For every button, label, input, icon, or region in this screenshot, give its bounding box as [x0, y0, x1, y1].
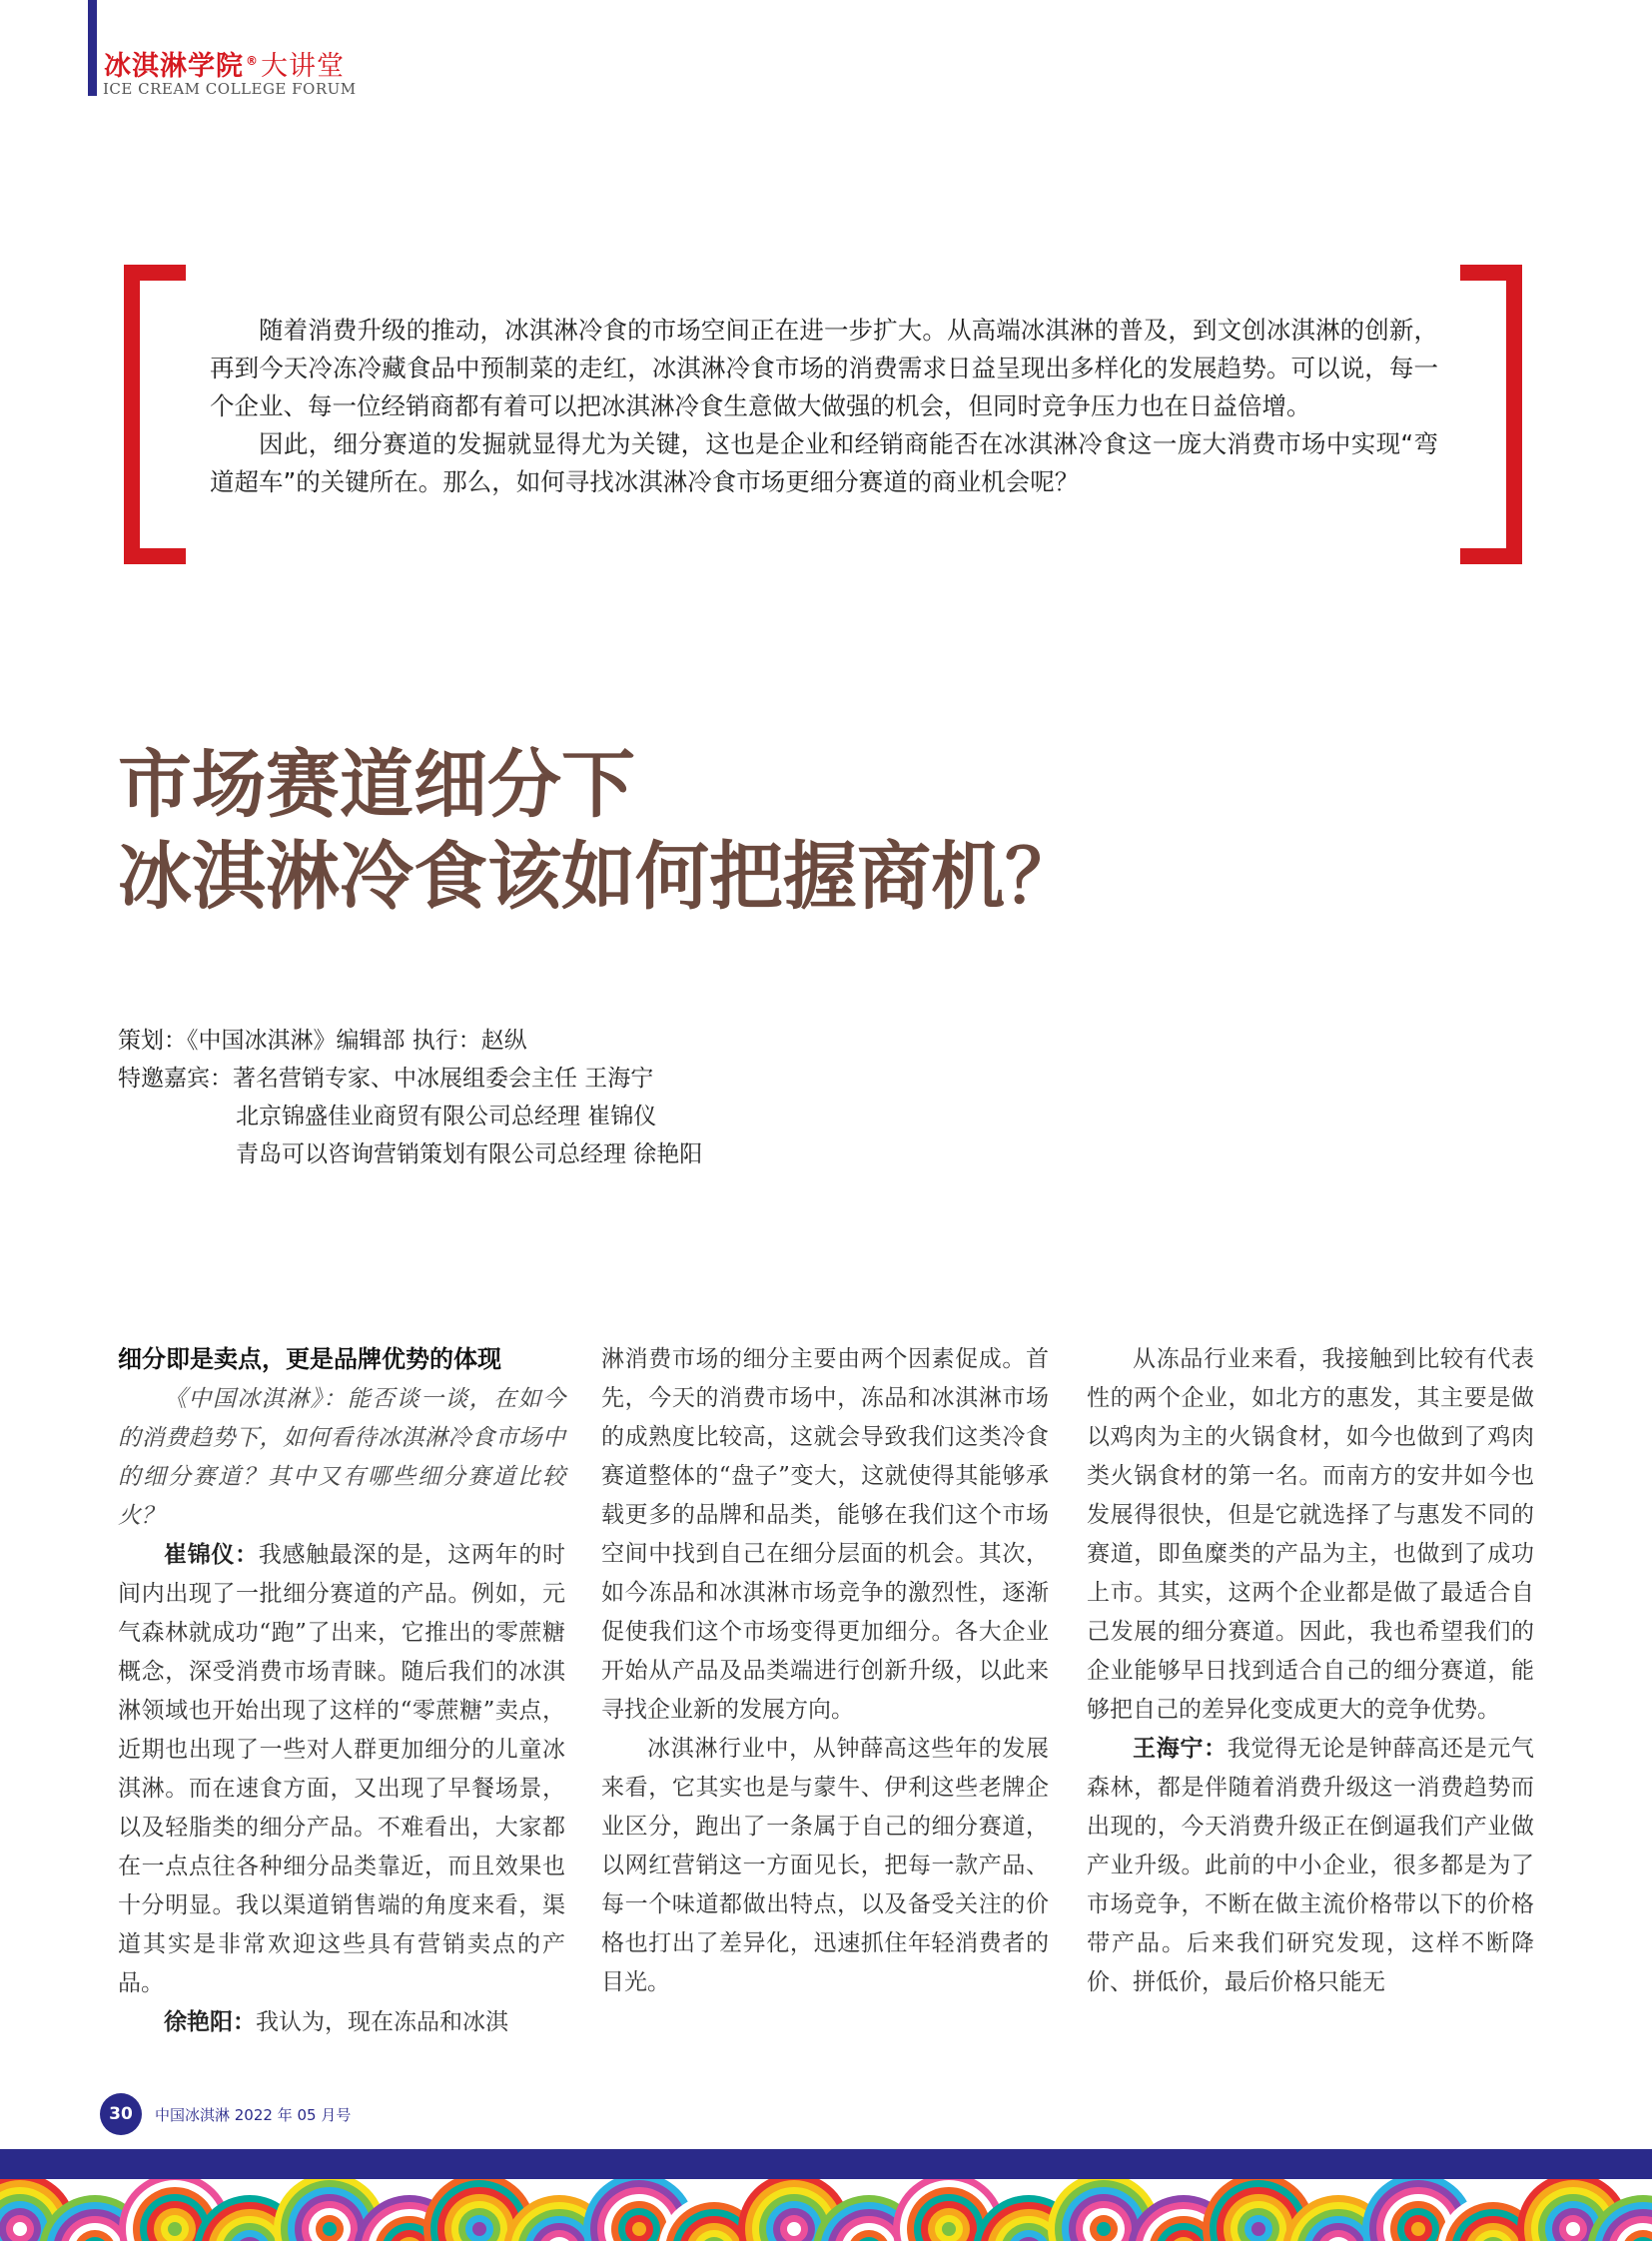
- answer-text: 我觉得无论是钟薛高还是元气森林，都是伴随着消费升级这一消费趋势而出现的，今天消费升级正在倒逼我们产业做产业升级。此前的中小企业，很多都是为了市场竞争，不断在做主流价格带以下的价格带产品。后来我们研究发现，这样不断降价、拼低价，最后价格只能无: [1087, 1736, 1534, 1995]
- decor-circle: [472, 2222, 486, 2236]
- magazine-issue: 中国冰淇淋 2022 年 05 月号: [155, 2106, 352, 2124]
- answer-text: 我感触最深的是，这两年的时间内出现了一批细分赛道的产品。例如，元气森林就成功“跑”了出来，它推出的零蔗糖概念，深受消费市场青睐。随后我们的冰淇淋领域也开始出现了这样的“零蔗糖”卖点，近期也出现了一些对人群更加细分的儿童冰淇淋。而在速食方面，又出现了早餐场景，以及轻脂类的细分产品。不难看出，大家都在一点点往各种细分品类靠近，而且效果也十分明显。我以渠道销售端的角度来看，渠道其实是非常欢迎这些具有营销卖点的产品。: [118, 1542, 565, 1996]
- body-column-1: [118, 1340, 565, 2042]
- bracket-left: [124, 265, 140, 564]
- question-speaker: 《中国冰淇淋》：: [164, 1386, 348, 1412]
- decor-circle: [168, 2222, 182, 2236]
- credits: [118, 1022, 702, 1173]
- intro-block: [210, 312, 1438, 501]
- decor-circle: [1251, 2222, 1265, 2236]
- forum-label: 大讲堂: [261, 51, 345, 82]
- question-paragraph: [118, 1380, 565, 1536]
- body-column-2: [601, 1340, 1049, 2002]
- bracket-right-bottom: [1460, 548, 1522, 564]
- decorative-circles-banner: [0, 2179, 1652, 2241]
- bracket-left-top: [124, 265, 186, 281]
- credit-line: 北京锦盛佳业商贸有限公司总经理 崔锦仪: [236, 1104, 657, 1129]
- answer-paragraph: [118, 1536, 565, 2003]
- intro-paragraph: 因此，细分赛道的发掘就显得尤为关键，这也是企业和经销商能否在冰淇淋冷食这一庞大消费市场中实现“弯道超车”的关键所在。那么，如何寻找冰淇淋冷食市场更细分赛道的商业机会呢？: [210, 429, 1438, 496]
- header-brand: [104, 44, 345, 83]
- decor-circle: [942, 2222, 956, 2236]
- header-english: ICE CREAM COLLEGE FORUM: [103, 80, 357, 98]
- body-paragraph: 从冻品行业来看，我接触到比较有代表性的两个企业，如北方的惠发，其主要是做以鸡肉为主的火锅食材，如今也做到了鸡肉类火锅食材的第一名。而南方的安井如今也发展得很快，但是它就选择了与惠发不同的赛道，即鱼糜类的产品为主，也做到了成功上市。其实，这两个企业都是做了最适合自己发展的细分赛道。因此，我也希望我们的企业能够早日找到适合自己的细分赛道，能够把自己的差异化变成更大的竞争优势。: [1087, 1346, 1534, 1723]
- speaker-name: 王海宁：: [1133, 1736, 1228, 1762]
- section-heading: 细分即是卖点，更是品牌优势的体现: [118, 1345, 501, 1373]
- body-paragraph: 淋消费市场的细分主要由两个因素促成。首先，今天的消费市场中，冻品和冰淇淋市场的成熟度比较高，这就会导致我们这类冷食赛道整体的“盘子”变大，这就使得其能够承载更多的品牌和品类，能够在我们这个市场空间中找到自己在细分层面的机会。其次，如今冻品和冰淇淋市场竞争的激烈性，逐渐促使我们这个市场变得更加细分。各大企业开始从产品及品类端进行创新升级，以此来寻找企业新的发展方向。: [601, 1346, 1049, 1723]
- decor-circle: [323, 2222, 337, 2236]
- bracket-right-top: [1460, 265, 1522, 281]
- intro-paragraph: 随着消费升级的推动，冰淇淋冷食的市场空间正在进一步扩大。从高端冰淇淋的普及，到文创冰淇淋的创新，再到今天冷冻冷藏食品中预制菜的走红，冰淇淋冷食市场的消费需求日益呈现出多样化的发展趋势。可以说，每一个企业、每一位经销商都有着可以把冰淇淋冷食生意做大做强的机会，但同时竞争压力也在日益倍增。: [210, 316, 1438, 420]
- brand-name: 冰淇淋学院: [104, 51, 244, 82]
- credit-line: 特邀嘉宾：著名营销专家、中冰展组委会主任 王海宁: [118, 1066, 654, 1092]
- decor-circle: [787, 2222, 801, 2236]
- circles-art: [0, 2179, 1652, 2241]
- decor-circle: [1566, 2222, 1580, 2236]
- credit-line: 青岛可以咨询营销策划有限公司总经理 徐艳阳: [236, 1141, 703, 1167]
- header-accent-bar: [88, 0, 97, 96]
- decor-circle: [1411, 2222, 1425, 2236]
- page-number: 30: [100, 2093, 142, 2135]
- answer-paragraph: [1087, 1730, 1534, 2002]
- body-paragraph: 冰淇淋行业中，从钟薛高这些年的发展来看，它其实也是与蒙牛、伊利这些老牌企业区分，跑出了一条属于自己的细分赛道，以网红营销这一方面见长，把每一款产品、每一个味道都做出特点，以及备受关注的价格也打出了差异化，迅速抓住年轻消费者的目光。: [601, 1736, 1049, 1995]
- title-line-1: 市场赛道细分下: [118, 742, 635, 828]
- decor-circle: [1097, 2222, 1111, 2236]
- decor-circle: [632, 2222, 646, 2236]
- speaker-name: 徐艳阳：: [164, 2009, 256, 2035]
- bracket-left-bottom: [124, 548, 186, 564]
- body-column-3: [1087, 1340, 1534, 2002]
- answer-text: 我认为，现在冻品和冰淇: [256, 2009, 508, 2035]
- article-title: [118, 739, 1079, 923]
- credit-line: 策划：《中国冰淇淋》编辑部 执行：赵纵: [118, 1028, 527, 1054]
- title-line-2: 冰淇淋冷食该如何把握商机？: [118, 834, 1079, 920]
- decor-circle: [13, 2222, 27, 2236]
- registered-mark: ®: [246, 54, 259, 68]
- answer-paragraph: [118, 2003, 565, 2042]
- footer-band: [0, 2149, 1652, 2179]
- bracket-right: [1506, 265, 1522, 564]
- question-text: 能否谈一谈，在如今的消费趋势下，如何看待冰淇淋冷食市场中的细分赛道？其中又有哪些细分赛道比较火？: [118, 1386, 565, 1529]
- speaker-name: 崔锦仪：: [164, 1542, 259, 1568]
